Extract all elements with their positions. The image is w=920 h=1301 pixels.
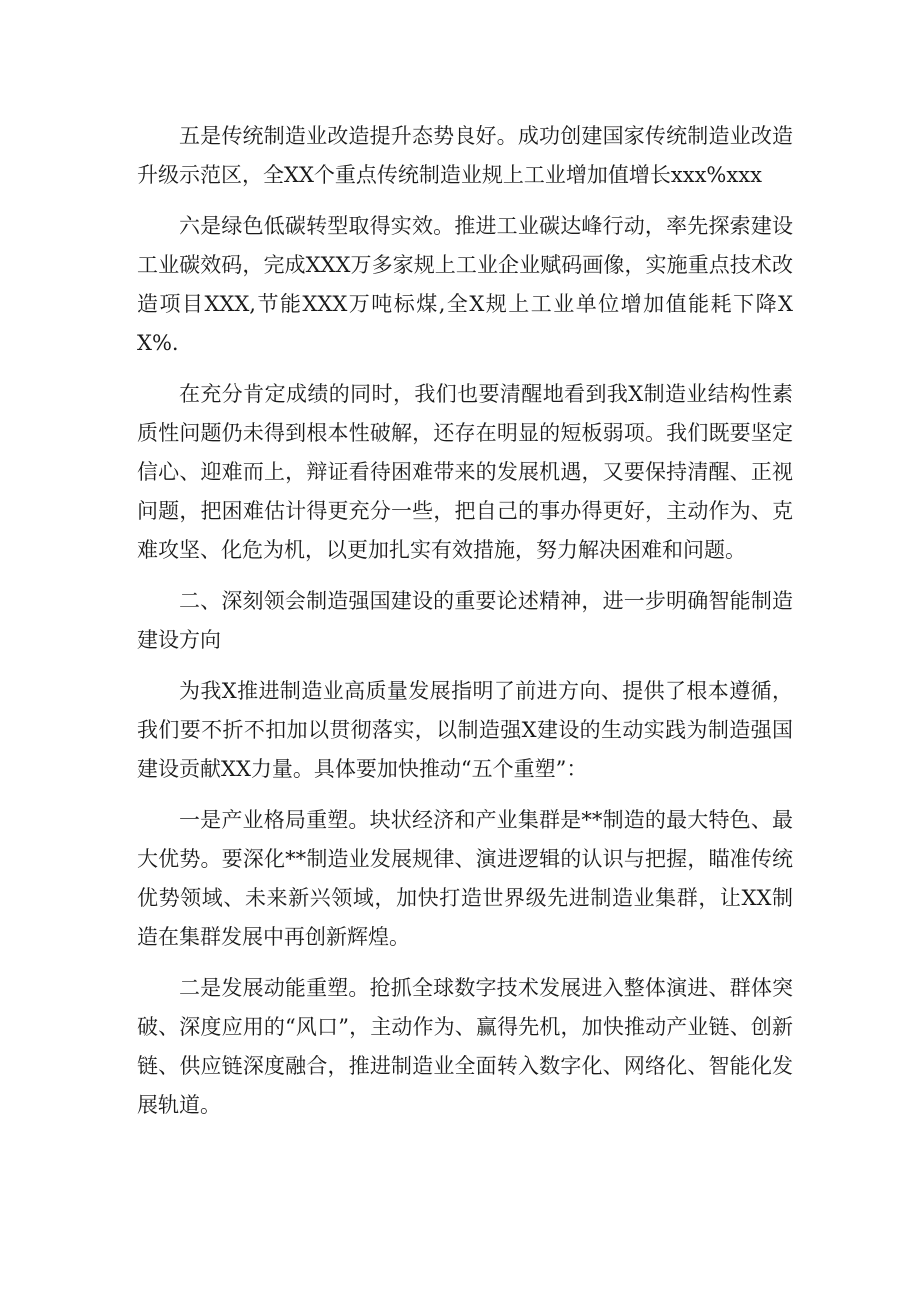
paragraph-traditional-manufacturing: 五是传统制造业改造提升态势良好。成功创建国家传统制造业改造升级示范区，全XX个重点传统制造业规上工业增加值增长xxx%xxx: [137, 124, 793, 187]
paragraph-development-momentum: 二是发展动能重塑。抢抓全球数字技术发展进入整体演进、群体突破、深度应用的“风口”，主动作为、赢得先机，加快推动产业链、创新链、供应链深度融合，推进制造业全面转入数字化、网络化、智能化发展轨道。: [137, 976, 793, 1117]
paragraph-green-low-carbon: 六是绿色低碳转型取得实效。推进工业碳达峰行动，率先探索建设工业碳效码，完成XXX万多家规上工业企业赋码画像，实施重点技术改造项目XXX,节能XXX万吨标煤,全X规上工业单位增加值能耗下降XX%.: [137, 214, 793, 355]
section-heading-two: 二、深刻领会制造强国建设的重要论述精神，进一步明确智能制造建设方向: [137, 589, 793, 652]
paragraph-problems-and-challenges: 在充分肯定成绩的同时，我们也要清醒地看到我X制造业结构性素质性问题仍未得到根本性破解，还存在明显的短板弱项。我们既要坚定信心、迎难而上，辩证看待困难带来的发展机遇，又要保持清醒、正视问题，把困难估计得更充分一些，把自己的事办得更好，主动作为、克难攻坚、化危为机，以更加扎实有效措施，努力解决困难和问题。: [137, 382, 793, 562]
paragraph-five-reshapings-intro: 为我X推进制造业高质量发展指明了前进方向、提供了根本遵循，我们要不折不扣加以贯彻落实，以制造强X建设的生动实践为制造强国建设贡献XX力量。具体要加快推动“五个重塑”：: [137, 679, 793, 781]
document-body: [137, 117, 793, 1125]
paragraph-industry-layout: 一是产业格局重塑。块状经济和产业集群是**制造的最大特色、最大优势。要深化**制造业发展规律、演进逻辑的认识与把握，瞄准传统优势领域、未来新兴领域，加快打造世界级先进制造业集群，让XX制造在集群发展中再创新辉煌。: [137, 808, 793, 949]
